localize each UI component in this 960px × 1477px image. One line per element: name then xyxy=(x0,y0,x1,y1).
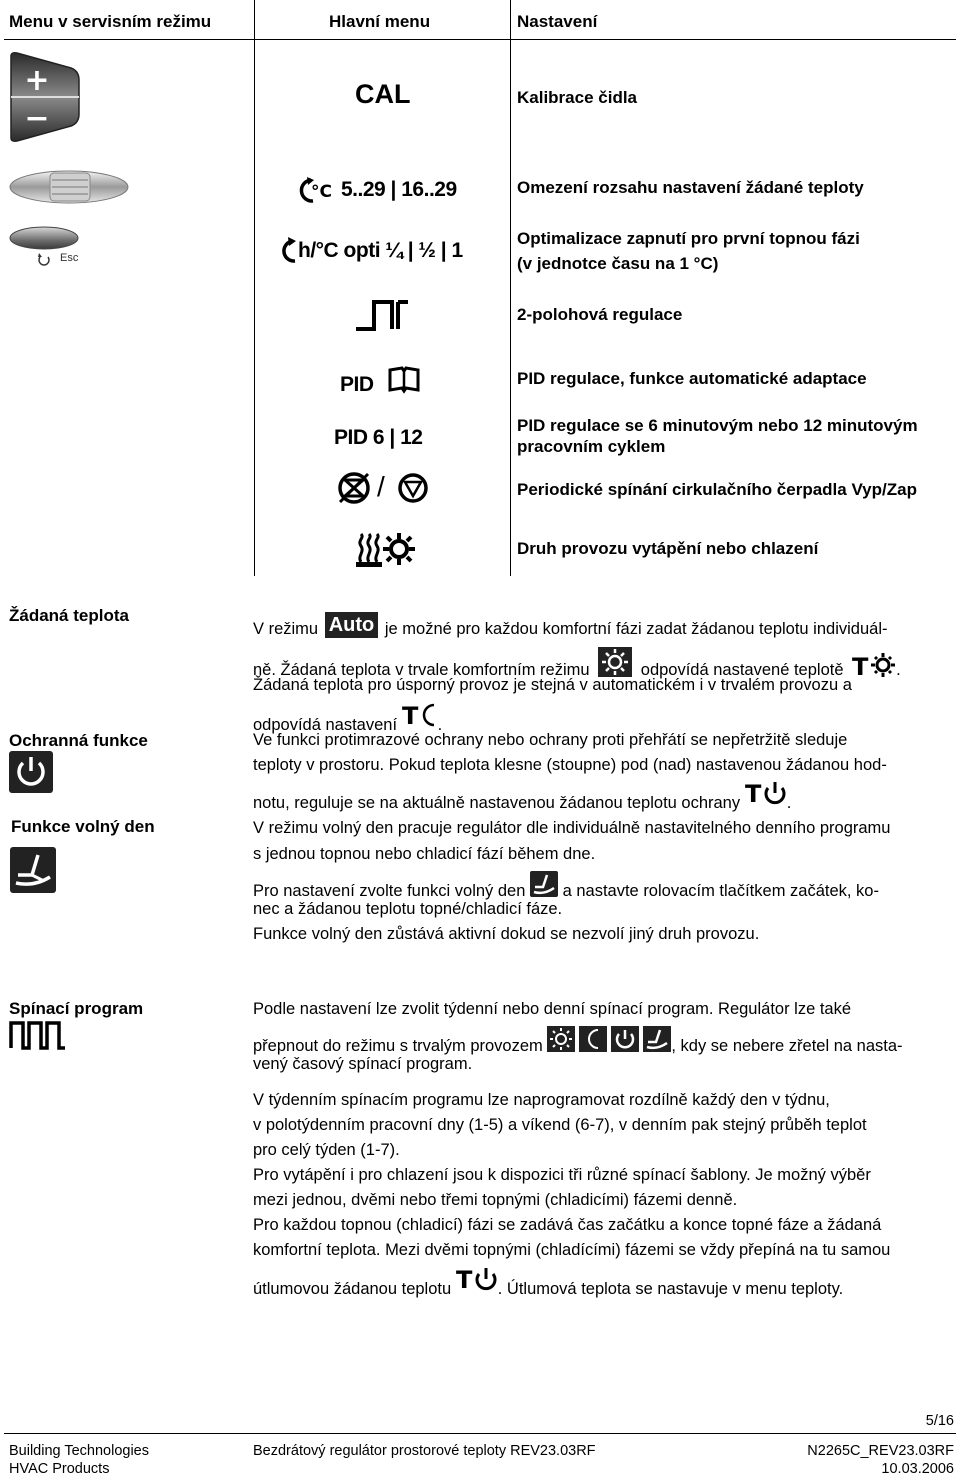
pump-label: Periodické spínání cirkulačního čerpadla Vyp/Zap xyxy=(517,480,917,499)
pump-off-icon xyxy=(337,471,371,505)
protect-line3-b: . xyxy=(786,794,792,812)
holiday-line1: V režimu volný den pracuje regulátor dle individuálně nastavitelného denního programu xyxy=(253,819,891,837)
setpoint-line2-c: . xyxy=(896,661,901,679)
footer-company-line2: HVAC Products xyxy=(9,1461,110,1477)
footer-doc-title: Bezdrátový regulátor prostorové teploty REV23.03RF xyxy=(253,1443,596,1459)
setpoint-line4-a: odpovídá nastavení xyxy=(253,716,398,734)
setpoint-line1-b: je možné pro každou komfortní fázi zadat žádanou teplotu individuál- xyxy=(384,620,888,638)
svg-text:T: T xyxy=(401,702,418,728)
setpoint-line1 xyxy=(253,612,887,642)
comfort-setpoint-icon xyxy=(852,653,896,687)
program-line6: pro celý týden (1-7). xyxy=(253,1141,400,1159)
svg-text:T: T xyxy=(852,653,869,679)
header-col-service-menu: Menu v servisním režimu xyxy=(9,12,212,31)
page-number: 5/16 xyxy=(925,1413,954,1429)
permanent-mode-icons xyxy=(547,1026,671,1060)
two-point-control-icon xyxy=(354,298,410,334)
setpoint-title: Žádaná teplota xyxy=(9,606,129,625)
setpoint-line2-b: odpovídá nastavené teplotě xyxy=(640,661,844,679)
svg-text:−: − xyxy=(24,101,50,136)
reduced-setpoint-icon xyxy=(456,1266,498,1300)
header-col-settings: Nastavení xyxy=(517,12,598,31)
protection-power-icon xyxy=(9,751,53,793)
setpoint-line3: Žádaná teplota pro úsporný provoz je stejná v automatickém i v trvalém provozu a xyxy=(253,676,852,694)
program-line11 xyxy=(253,1266,843,1302)
adaptation-book-icon xyxy=(388,366,420,394)
holiday-line3-a: Pro nastavení zvolte funkci volný den xyxy=(253,882,526,900)
program-line11-a: útlumovou žádanou teplotu xyxy=(253,1280,452,1298)
header-divider xyxy=(4,39,956,40)
svg-text:+: + xyxy=(24,63,50,98)
column-divider-2 xyxy=(510,0,511,576)
svg-text:T: T xyxy=(744,780,762,806)
range-limit-icon xyxy=(297,175,337,207)
esc-label: Esc xyxy=(60,252,79,264)
opti-label-line1: Optimalizace zapnutí pro první topnou fázi xyxy=(517,229,860,248)
setpoint-line1-a: V režimu xyxy=(253,620,319,638)
holiday-title: Funkce volný den xyxy=(11,817,155,836)
pump-separator: / xyxy=(377,471,385,502)
holiday-line5: Funkce volný den zůstává aktivní dokud se nezvolí jiný druh provozu. xyxy=(253,925,760,943)
switching-program-icon xyxy=(9,1019,67,1051)
holiday-line4: nec a žádanou teplotu topné/chladicí fáze. xyxy=(253,900,563,918)
pump-on-icon xyxy=(397,472,429,504)
opti-code: h/°C opti ¼ | ½ | 1 xyxy=(298,239,463,262)
range-label: Omezení rozsahu nastavení žádané teploty xyxy=(517,178,864,197)
scroll-wheel-button[interactable] xyxy=(8,168,130,206)
footer-date: 10.03.2006 xyxy=(881,1461,954,1477)
pid-label: PID regulace, funkce automatické adaptace xyxy=(517,369,867,388)
svg-text:°C: °C xyxy=(311,182,332,202)
protect-line3 xyxy=(253,780,791,816)
range-code: 5..29 | 16..29 xyxy=(341,178,457,201)
mode-label: Druh provozu vytápění nebo chlazení xyxy=(517,539,819,558)
footer-divider xyxy=(4,1433,956,1434)
protect-title: Ochranná funkce xyxy=(9,731,148,750)
pid612-label-line1: PID regulace se 6 minutovým nebo 12 minutovým xyxy=(517,416,918,435)
pid-code: PID xyxy=(340,373,374,396)
program-line3: vený časový spínací program. xyxy=(253,1055,473,1073)
protect-line1: Ve funkci protimrazové ochrany nebo ochrany proti přehřátí se nepřetržitě sleduje xyxy=(253,731,848,749)
svg-text:T: T xyxy=(455,1266,473,1292)
column-divider-1 xyxy=(254,0,255,576)
program-line9: Pro každou topnou (chladicí) fázi se zadává čas začátku a konce topné fáze a žádaná xyxy=(253,1216,882,1234)
holiday-line3-b: a nastavte rolovacím tlačítkem začátek, ko- xyxy=(562,882,879,900)
program-line5: v polotýdenním pracovní dny (1-5) a víkend (6-7), v denním pak stejný průběh teplot xyxy=(253,1116,867,1134)
program-line4: V týdenním spínacím programu lze naprogramovat rozdílně každý den v týdnu, xyxy=(253,1091,830,1109)
cal-label: Kalibrace čidla xyxy=(517,88,638,107)
plus-minus-rocker-button[interactable] xyxy=(9,50,81,144)
heating-mode-icon xyxy=(355,532,383,568)
pid612-code: PID 6 | 12 xyxy=(334,426,423,449)
header-col-main-menu: Hlavní menu xyxy=(329,12,431,31)
protect-line2: teploty v prostoru. Pokud teplota klesne (stoupne) pod (nad) nastavenou žádanou hod- xyxy=(253,756,887,774)
pid612-label-line2: pracovním cyklem xyxy=(517,437,666,456)
program-line2-a: přepnout do režimu s trvalým provozem xyxy=(253,1037,543,1055)
cal-code: CAL xyxy=(355,79,411,109)
program-line11-b: . Útlumová teplota se nastavuje v menu teploty. xyxy=(497,1280,844,1298)
program-line10: komfortní teplota. Mezi dvěmi topnými (chladícími) fázemi se vždy přepíná na tu samou xyxy=(253,1241,891,1259)
program-line7: Pro vytápění i pro chlazení jsou k dispozici tři různé spínací šablony. Je možný výběr xyxy=(253,1166,871,1184)
holiday-chair-icon xyxy=(10,847,56,893)
setpoint-line2-a: ně. Žádaná teplota v trvale komfortním režimu xyxy=(253,661,590,679)
cooling-mode-sun-icon xyxy=(382,532,416,566)
auto-mode-badge: Auto xyxy=(325,612,379,638)
two-point-label: 2-polohová regulace xyxy=(517,305,683,324)
opti-label-line2: (v jednotce času na 1 °C) xyxy=(517,254,719,273)
program-line1: Podle nastavení lze zvolit týdenní nebo denní spínací program. Regulátor lze také xyxy=(253,1000,852,1018)
holiday-line2: s jednou topnou nebo chladicí fází během dne. xyxy=(253,845,596,863)
protect-line3-a: notu, reguluje se na aktuálně nastavenou žádanou teplotu ochrany xyxy=(253,794,741,812)
footer-doc-code: N2265C_REV23.03RF xyxy=(807,1443,954,1459)
program-line2-b: , kdy se nebere zřetel na nasta- xyxy=(671,1037,903,1055)
program-title: Spínací program xyxy=(9,999,144,1018)
footer-company-line1: Building Technologies xyxy=(9,1443,150,1459)
program-line8: mezi jednou, dvěmi nebo třemi topnými (chladicími) fázemi denně. xyxy=(253,1191,738,1209)
protection-setpoint-icon xyxy=(745,780,787,814)
setpoint-line4-b: . xyxy=(437,716,443,734)
